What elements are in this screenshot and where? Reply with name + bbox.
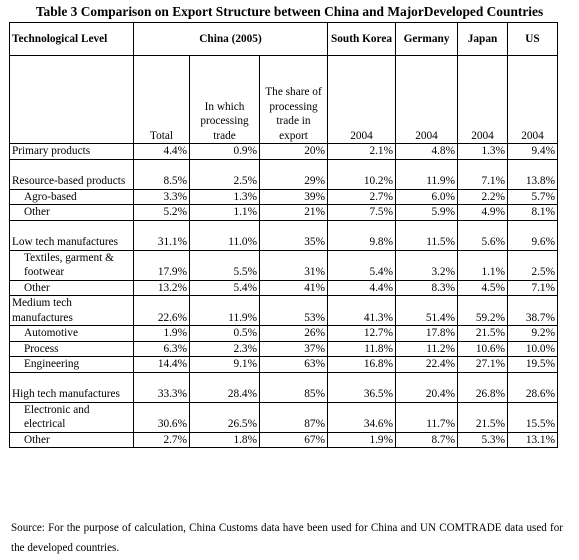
row-value: 4.5% xyxy=(458,280,508,296)
row-label: Primary products xyxy=(10,144,134,160)
row-value: 0.5% xyxy=(190,326,260,342)
row-value: 20.4% xyxy=(396,372,458,402)
row-value: 1.9% xyxy=(328,432,396,448)
row-value: 29% xyxy=(260,159,328,189)
row-value: 53% xyxy=(260,296,328,326)
row-value: 5.4% xyxy=(328,250,396,280)
row-value: 16.8% xyxy=(328,357,396,373)
row-value: 4.8% xyxy=(396,144,458,160)
row-value: 17.9% xyxy=(134,250,190,280)
row-label: Engineering xyxy=(10,357,134,373)
row-value: 15.5% xyxy=(508,402,558,432)
row-value: 59.2% xyxy=(458,296,508,326)
row-value: 41.3% xyxy=(328,296,396,326)
row-value: 0.9% xyxy=(190,144,260,160)
subheader-empty xyxy=(10,56,134,144)
table-title: Table 3 Comparison on Export Structure between China and MajorDeveloped Countries xyxy=(35,4,544,19)
row-value: 10.6% xyxy=(458,341,508,357)
row-value: 2.1% xyxy=(328,144,396,160)
row-label: Other xyxy=(10,205,134,221)
row-value: 8.1% xyxy=(508,205,558,221)
header-us: US xyxy=(508,23,558,56)
row-value: 4.4% xyxy=(328,280,396,296)
row-value: 5.3% xyxy=(458,432,508,448)
row-value: 3.2% xyxy=(396,250,458,280)
row-value: 26.5% xyxy=(190,402,260,432)
row-value: 8.3% xyxy=(396,280,458,296)
row-value: 9.6% xyxy=(508,220,558,250)
row-value: 5.6% xyxy=(458,220,508,250)
row-value: 3.3% xyxy=(134,189,190,205)
row-value: 5.4% xyxy=(190,280,260,296)
row-value: 51.4% xyxy=(396,296,458,326)
row-value: 20% xyxy=(260,144,328,160)
row-value: 8.5% xyxy=(134,159,190,189)
row-value: 17.8% xyxy=(396,326,458,342)
row-value: 21.5% xyxy=(458,326,508,342)
row-label: Agro-based xyxy=(10,189,134,205)
row-value: 26.8% xyxy=(458,372,508,402)
row-value: 4.9% xyxy=(458,205,508,221)
table-row xyxy=(10,220,558,250)
row-value: 2.7% xyxy=(134,432,190,448)
row-value: 85% xyxy=(260,372,328,402)
row-label: Medium tech manufactures xyxy=(10,296,134,326)
table-body xyxy=(10,144,558,448)
row-value: 11.7% xyxy=(396,402,458,432)
subheader-year: 2004 xyxy=(396,56,458,144)
header-tech-level: Technological Level xyxy=(10,23,134,56)
row-label: Electronic and electrical xyxy=(10,402,134,432)
row-value: 39% xyxy=(260,189,328,205)
row-value: 12.7% xyxy=(328,326,396,342)
subheader-year: 2004 xyxy=(508,56,558,144)
subheader-processing: In which processing trade xyxy=(190,56,260,144)
table-row xyxy=(10,357,558,373)
row-value: 11.8% xyxy=(328,341,396,357)
row-value: 2.7% xyxy=(328,189,396,205)
row-label: Textiles, garment & footwear xyxy=(10,250,134,280)
row-value: 26% xyxy=(260,326,328,342)
row-value: 41% xyxy=(260,280,328,296)
row-label: Low tech manufactures xyxy=(10,220,134,250)
row-value: 6.3% xyxy=(134,341,190,357)
row-value: 1.3% xyxy=(458,144,508,160)
header-row xyxy=(10,23,558,56)
row-value: 1.1% xyxy=(458,250,508,280)
row-value: 7.1% xyxy=(458,159,508,189)
row-value: 11.9% xyxy=(396,159,458,189)
row-value: 22.6% xyxy=(134,296,190,326)
row-value: 36.5% xyxy=(328,372,396,402)
table-row xyxy=(10,326,558,342)
row-value: 13.8% xyxy=(508,159,558,189)
table-row xyxy=(10,250,558,280)
row-value: 2.3% xyxy=(190,341,260,357)
row-value: 5.2% xyxy=(134,205,190,221)
header-south-korea: South Korea xyxy=(328,23,396,56)
row-value: 11.9% xyxy=(190,296,260,326)
row-value: 11.0% xyxy=(190,220,260,250)
table-row xyxy=(10,432,558,448)
row-label: Resource-based products xyxy=(10,159,134,189)
row-value: 9.2% xyxy=(508,326,558,342)
row-value: 33.3% xyxy=(134,372,190,402)
table-row xyxy=(10,372,558,402)
export-structure-table xyxy=(9,22,558,448)
row-value: 5.9% xyxy=(396,205,458,221)
row-value: 19.5% xyxy=(508,357,558,373)
row-value: 2.5% xyxy=(190,159,260,189)
row-label: Other xyxy=(10,280,134,296)
row-value: 10.2% xyxy=(328,159,396,189)
row-value: 8.7% xyxy=(396,432,458,448)
subheader-row xyxy=(10,56,558,144)
table-row xyxy=(10,341,558,357)
table-row xyxy=(10,280,558,296)
row-value: 30.6% xyxy=(134,402,190,432)
row-value: 22.4% xyxy=(396,357,458,373)
row-value: 28.6% xyxy=(508,372,558,402)
row-value: 2.2% xyxy=(458,189,508,205)
row-value: 87% xyxy=(260,402,328,432)
row-value: 34.6% xyxy=(328,402,396,432)
header-china: China (2005) xyxy=(134,23,328,56)
row-value: 1.1% xyxy=(190,205,260,221)
row-value: 27.1% xyxy=(458,357,508,373)
subheader-year: 2004 xyxy=(458,56,508,144)
row-value: 4.4% xyxy=(134,144,190,160)
row-value: 13.2% xyxy=(134,280,190,296)
row-value: 67% xyxy=(260,432,328,448)
header-japan: Japan xyxy=(458,23,508,56)
table-row xyxy=(10,159,558,189)
row-value: 13.1% xyxy=(508,432,558,448)
header-germany: Germany xyxy=(396,23,458,56)
row-value: 14.4% xyxy=(134,357,190,373)
row-value: 5.7% xyxy=(508,189,558,205)
subheader-total: Total xyxy=(134,56,190,144)
row-value: 37% xyxy=(260,341,328,357)
row-value: 31.1% xyxy=(134,220,190,250)
row-value: 9.8% xyxy=(328,220,396,250)
row-value: 2.5% xyxy=(508,250,558,280)
row-value: 11.2% xyxy=(396,341,458,357)
row-value: 1.9% xyxy=(134,326,190,342)
row-value: 63% xyxy=(260,357,328,373)
table-row xyxy=(10,205,558,221)
row-label: Other xyxy=(10,432,134,448)
subheader-year: 2004 xyxy=(328,56,396,144)
row-value: 28.4% xyxy=(190,372,260,402)
row-value: 7.5% xyxy=(328,205,396,221)
row-value: 31% xyxy=(260,250,328,280)
row-label: High tech manufactures xyxy=(10,372,134,402)
row-value: 9.1% xyxy=(190,357,260,373)
row-label: Automotive xyxy=(10,326,134,342)
row-value: 1.3% xyxy=(190,189,260,205)
row-label: Process xyxy=(10,341,134,357)
row-value: 35% xyxy=(260,220,328,250)
row-value: 9.4% xyxy=(508,144,558,160)
row-value: 5.5% xyxy=(190,250,260,280)
row-value: 6.0% xyxy=(396,189,458,205)
table-row xyxy=(10,144,558,160)
row-value: 21.5% xyxy=(458,402,508,432)
row-value: 7.1% xyxy=(508,280,558,296)
table-row xyxy=(10,296,558,326)
table-row xyxy=(10,189,558,205)
subheader-share: The share of processing trade in export xyxy=(260,56,328,144)
table-row xyxy=(10,402,558,432)
row-value: 10.0% xyxy=(508,341,558,357)
row-value: 38.7% xyxy=(508,296,558,326)
source-note: Source: For the purpose of calculation, China Customs data have been used for China and UN COMTRADE data used for the developed countries. xyxy=(11,522,563,554)
row-value: 21% xyxy=(260,205,328,221)
row-value: 11.5% xyxy=(396,220,458,250)
row-value: 1.8% xyxy=(190,432,260,448)
